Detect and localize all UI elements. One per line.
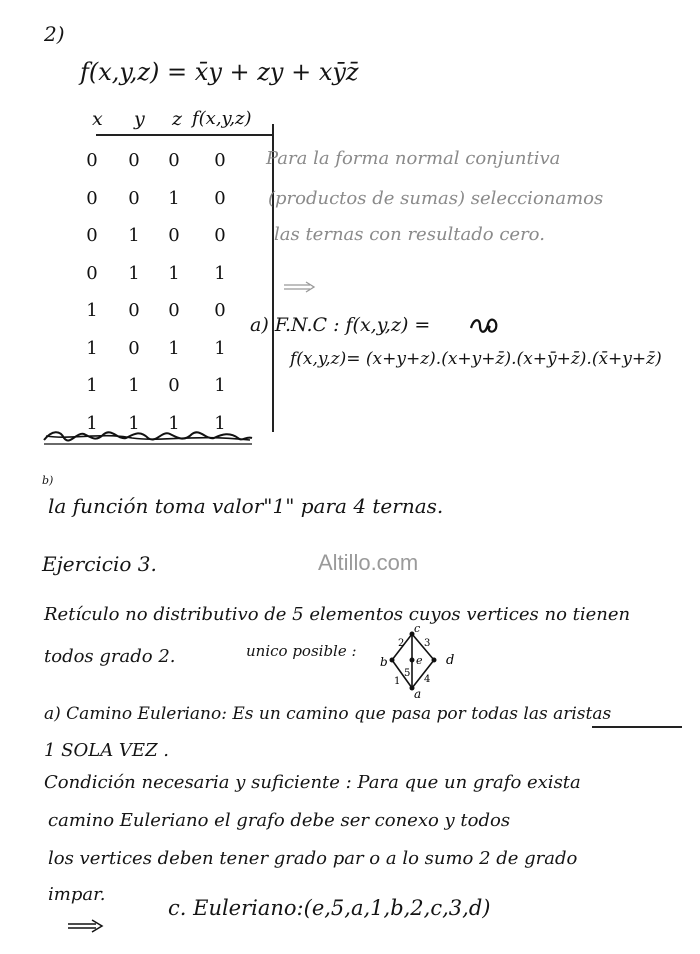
condition-line-3: los vertices deben tener grado par o a lo sumo 2 de grado (48, 848, 578, 869)
exercise-3-line-2: todos grado 2. (44, 646, 176, 667)
exercise-3-title: Ejercicio 3. (42, 552, 157, 576)
fnc-label: a) F.N.C : f(x,y,z) = (250, 314, 431, 336)
table-cell: 1 (86, 337, 98, 359)
edge-5-label: 5 (404, 668, 411, 679)
table-cell: 0 (86, 187, 98, 209)
condition-line-4: impar. (48, 884, 106, 905)
table-cell: 1 (168, 187, 180, 209)
table-header-y: y (134, 108, 145, 130)
condition-line-2: camino Euleriano el grafo debe ser conexo y todos (48, 810, 511, 831)
table-row (82, 375, 272, 405)
table-cell: 0 (214, 150, 226, 171)
edge-1-label: 1 (394, 676, 401, 687)
table-header-rule (96, 134, 272, 136)
table-cell: 0 (214, 187, 226, 209)
table-cell: 0 (128, 337, 140, 359)
table-cell: 1 (128, 262, 140, 284)
table-row (82, 263, 272, 293)
edge-3-label: 3 (424, 638, 431, 649)
table-cell: 0 (128, 150, 140, 171)
node-e-label: e (416, 654, 423, 667)
table-row (82, 225, 272, 255)
table-cell: 1 (86, 375, 98, 396)
arrow-icon (66, 918, 106, 934)
table-cell: 0 (168, 225, 180, 246)
table-cell: 1 (214, 412, 226, 434)
node-b-label: b (380, 655, 388, 669)
table-cell: 1 (168, 412, 180, 434)
table-column-divider (272, 124, 274, 432)
note-line-2: (productos de sumas) seleccionamos (268, 188, 604, 209)
table-cell: 1 (168, 262, 180, 284)
a-eulerian-definition-2: 1 SOLA VEZ . (44, 740, 170, 761)
aristas-underline (592, 726, 682, 728)
table-header-z: z (172, 108, 183, 130)
table-cell: 1 (86, 412, 98, 434)
table-cell: 0 (214, 300, 226, 321)
table-cell: 1 (168, 337, 180, 359)
table-header-x: x (92, 108, 103, 130)
table-header-f: f(x,y,z) (192, 108, 252, 129)
table-cell: 0 (214, 225, 226, 246)
table-cell: 1 (214, 337, 226, 359)
node-c-label: c (414, 624, 421, 635)
node-d-label: d (446, 653, 455, 668)
table-cell: 0 (168, 375, 180, 396)
table-cell: 1 (128, 412, 140, 434)
table-cell: 0 (86, 262, 98, 284)
watermark: Altillo.com (318, 550, 419, 575)
crossed-out-heading (42, 426, 254, 446)
fnc-formula: f(x,y,z)= (x+y+z).(x+y+z̄).(x+ȳ+z̄).(x̄+y+z̄) (290, 349, 662, 369)
unique-possible-label: unico posible : (246, 642, 357, 660)
table-cell: 0 (168, 300, 180, 321)
condition-line-1: Condición necesaria y suficiente : Para que un grafo exista (44, 772, 581, 793)
table-row (82, 300, 272, 330)
scribble-icon (468, 316, 502, 336)
table-row (82, 188, 272, 218)
table-cell: 1 (86, 300, 98, 321)
b-label: b) (42, 474, 54, 487)
exercise-3-line-1: Retículo no distributivo de 5 elementos cuyos vertices no tienen (44, 604, 631, 625)
table-cell: 0 (86, 225, 98, 246)
table-row (82, 338, 272, 368)
table-cell: 1 (214, 375, 226, 396)
table-cell: 0 (128, 187, 140, 209)
table-cell: 1 (128, 225, 140, 246)
edge-4-label: 4 (424, 674, 431, 685)
table-row (82, 150, 272, 180)
problem-number: 2) (44, 22, 65, 46)
lattice-graph (378, 624, 458, 700)
note-line-1: Para la forma normal conjuntiva (266, 148, 561, 169)
table-cell: 1 (128, 375, 140, 396)
table-cell: 0 (168, 150, 180, 171)
table-cell: 0 (86, 150, 98, 171)
edge-2-label: 2 (398, 638, 405, 649)
b-statement: la función toma valor"1" para 4 ternas. (48, 494, 444, 518)
function-definition: f(x,y,z) = x̄y + zy + xȳz̄ (80, 58, 359, 86)
eulerian-answer: c. Euleriano:(e,5,a,1,b,2,c,3,d) (168, 896, 491, 920)
note-line-3: las ternas con resultado cero. (274, 224, 545, 245)
a-eulerian-definition: a) Camino Euleriano: Es un camino que pasa por todas las aristas (44, 704, 612, 724)
table-cell: 0 (128, 300, 140, 321)
node-a-label: a (414, 687, 422, 700)
pencil-arrow-icon (282, 280, 318, 294)
table-cell: 1 (214, 262, 226, 284)
